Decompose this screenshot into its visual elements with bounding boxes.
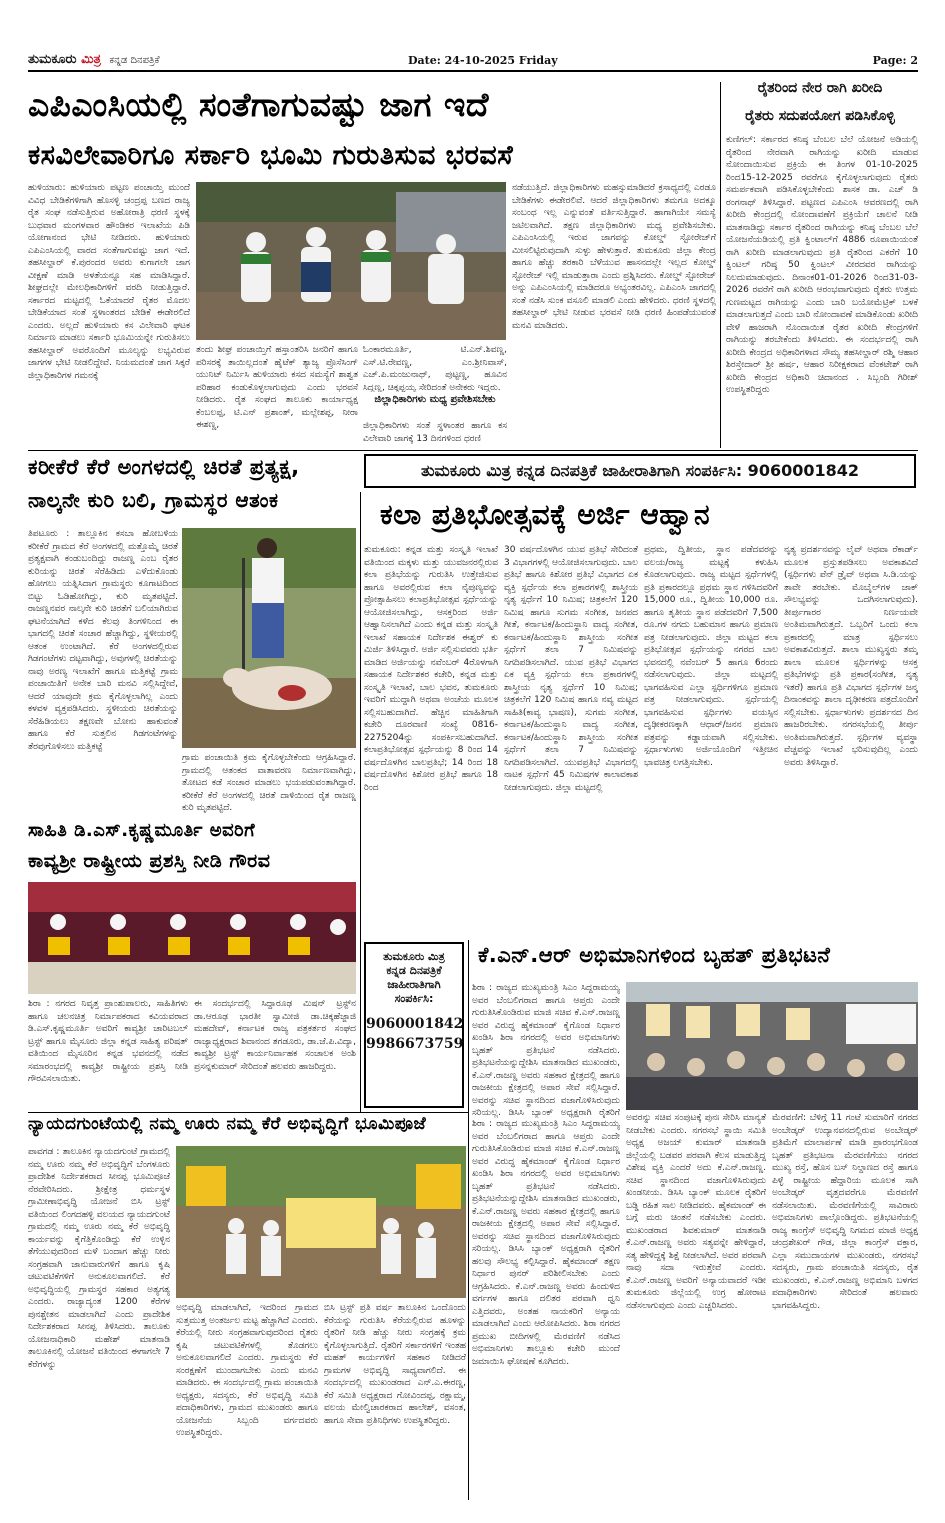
ragi-headline-1: ರೈತರಿಂದ ನೇರ ರಾಗಿ ಖರೀದಿ [757,80,883,96]
lake-headline: ನ್ಯಾಯದಗುಂಟೆಯಲ್ಲಿ ನಮ್ಮ ಊರು ನಮ್ಮ ಕೆರೆ ಅಭಿವೃದ್ಧಿಗೆ ಭೂಮಿಪೂಜೆ [28,1114,427,1134]
ksr-story-col4: ಮೆರವಣಿಗೆ: ಬೆಳಿಗ್ಗೆ 11 ಗಂಟೆ ಸುಮಾರಿಗೆ ನಗರದ ಅಂಬೇಡ್ಕರ್ ಉದ್ಯಾನವನದಲ್ಲಿರುವ ಅಂಬೇಡ್ಕರ್ ಪ್ರತಿಮೆಗೆ ಮಾಲಾರ್ಪಣೆ ಮಾಡಿ ಪ್ರಾರಂಭಗೊಂಡ ಬೃಹತ್ ಪ್ರತಿಭಟನಾ ಮೆರವಣಿಗೆಯು ನಗರದ ಮುಖ್ಯ ರಸ್ತೆ, ಹೊಸ ಬಸ್ ನಿಲ್ದಾಣದ ರಸ್ತೆ ಹಾಗೂ ಪಿಳ್ಳೆ ರಾಷ್ಟ್ರೀಯ ಹೆದ್ದಾರಿಯ ಮೂಲಕ ಸಾಗಿ ಅಂಬೇಡ್ಕರ್ ವೃತ್ತದವರೆಗೂ ಮೆರವಣಿಗೆ ನಡೆಸಲಾಯಿತು. ಮೆರವಣಿಗೆಯಲ್ಲಿ ಸಾವಿರಾರು ಅಭಿಮಾನಿಗಳು ಪಾಲ್ಗೊಂಡಿದ್ದರು. ಪ್ರತಿಭಟನೆಯಲ್ಲಿ ರಾಜ್ಯ ಕಾಂಗ್ರೆಸ್ ಅಭಿವೃದ್ಧಿ ನಿಗಮದ ಮಾಜಿ ಅಧ್ಯಕ್ಷ ಚಂದ್ರಶೇಖರ್ ಗೌಡ, ಜಿಲ್ಲಾ ಕಾಂಗ್ರೆಸ್ ವಕ್ತಾರ, ಎಲ್ಲಾ ಸಮುದಾಯಗಳ ಮುಖಂಡರು, ನಗರಸಭೆ ಸದಸ್ಯರು, ಗ್ರಾಮ ಪಂಚಾಯಿತಿ ಸದಸ್ಯರು, ರೈತ ಮುಖಂಡರು, ಕೆ.ಎನ್.ರಾಜಣ್ಣ ಅಭಿಮಾನಿ ಬಳಗದ ಪದಾಧಿಕಾರಿಗಳು ಸೇರಿದಂತೆ ಹಲವಾರು ಭಾಗವಹಿಸಿದ್ದರು. [772,1113,918,1311]
ad-strip: ತುಮಕೂರು ಮಿತ್ರ ಕನ್ನಡ ದಿನಪತ್ರಿಕೆ ಜಾಹೀರಾತಿಗಾಗಿ ಸಂಪರ್ಕಿಸಿ: 9060001842 [364,454,916,488]
brand-part3: ಕನ್ನಡ ದಿನಪತ್ರಿಕೆ [109,55,160,66]
lake-photo [176,1146,466,1298]
lead-photo-image [196,182,506,340]
ad-line2: ಕನ್ನಡ ದಿನಪತ್ರಿಕೆ [386,964,442,977]
arts-story-col3: ಪ್ರಥಮ, ದ್ವಿತೀಯ, ಸ್ಥಾನ ಪಡೆದವರನ್ನು ವಲಯ/ರಾಜ್ಯ ಮಟ್ಟಕ್ಕೆ ಕಳುಹಿಸಿ ಕೊಡಲಾಗುವುದು. ರಾಜ್ಯ ಮಟ್ಟದ ಸ್ಪರ್ಧೆಗಳಲ್ಲಿ ಪ್ರತಿ ಪ್ರಕಾರದಲ್ಲೂ ಪ್ರಥಮ ಸ್ಥಾನ ಗಳಿಸಿದವರಿಗೆ 15,000 ರೂ., ದ್ವಿತೀಯ 10,000 ರೂ. ಹಾಗೂ ತೃತೀಯ ಸ್ಥಾನ ಪಡೆದವರಿಗೆ 7,500 ರೂ.ಗಳ ನಗದು ಬಹುಮಾನ ಹಾಗೂ ಪ್ರಮಾಣ ಪತ್ರ ನೀಡಲಾಗುವುದು. ಜಿಲ್ಲಾ ಮಟ್ಟದ ಕಲಾ ಪ್ರತಿಭೋತ್ಸವ ಸ್ಪರ್ಧೆಯನ್ನು ನಗರದ ಬಾಲ ಭವನದಲ್ಲಿ ನವೆಂಬರ್ 5 ಹಾಗೂ 6ರಂದು ನಡೆಸಲಾಗುವುದು. ಜಿಲ್ಲಾ ಮಟ್ಟದಲ್ಲಿ ಭಾಗವಹಿಸುವ ಎಲ್ಲಾ ಸ್ಪರ್ಧಿಗಳಿಗೂ ಪ್ರಮಾಣ ಪತ್ರ ನೀಡಲಾಗುವುದು. ಸ್ಪರ್ಧೆಯಲ್ಲಿ ಭಾಗವಹಿಸುವ ಸ್ಪರ್ಧಿಗಳು ವಯಸ್ಸಿನ ದೃಢೀಕರಣಕ್ಕಾಗಿ ಆಧಾರ್/ಜನನ ಪ್ರಮಾಣ ಪತ್ರವನ್ನು ಕಡ್ಡಾಯವಾಗಿ ಸಲ್ಲಿಸಬೇಕು. ಸ್ಪರ್ಧಾಳುಗಳು ಅರ್ಜಿಯೊಂದಿಗೆ ಇತ್ತೀಚಿನ ಭಾವಚಿತ್ರ ಲಗತ್ತಿಸಬೇಕು. [644,545,778,768]
award-story-col2: ಈ ಸಂದರ್ಭದಲ್ಲಿ ಸಿದ್ದಾರೂಢ ಮಿಷನ್ ಟ್ರಸ್ಟ್‌ನ ಡಾ.ಆರೂಢ ಭಾರತೀ ಸ್ವಾಮೀಜಿ ಡಾ.ಚಿಕ್ಕಹೆಜ್ಜಾಜಿ ಮಹದೇವ್, ಕರ್ನಾಟಕ ರಾಜ್ಯ ಪತ್ರಕರ್ತರ ಸಂಘದ ರಾಜ್ಯಾಧ್ಯಕ್ಷರಾದ ಶಿವಾನಂದ ತಗಡೂರು, ಡಾ.ಜೆ.ಪಿ.ವಿದ್ಯಾ, ಕಾವ್ಯಶ್ರೀ ಟ್ರಸ್ಟ್ ಕಾರ್ಯನಿರ್ವಾಹಕ ಸಂಚಾಲಕ ಅಂಶಿ ಪ್ರಸನ್ನಕುಮಾರ್ ಸೇರಿದಂತೆ ಹಲವರು ಹಾಜರಿದ್ದರು. [194,999,356,1072]
issue-date: Date: 24-10-2025 Friday [408,54,558,67]
section-divider [28,1112,468,1113]
ragi-story-body: ಕುಣಿಗಲ್: ಸರ್ಕಾರದ ಕನಿಷ್ಠ ಬೆಂಬಲ ಬೆಲೆ ಯೋಜನೆ ಅಡಿಯಲ್ಲಿ ರೈತರಿಂದ ನೇರವಾಗಿ ರಾಗಿಯನ್ನು ಖರೀದಿ ಮಾಡುವ ನೋಂದಾಯಿಸುವ ಪ್ರಕ್ರಿಯೆ ಈ ತಿಂಗಳ 01-10-2025 ರಿಂದ15-12-2025 ರವರೆಗೂ ಕೈಗೊಳ್ಳಲಾಗುವುದು ರೈತರು ಸಮರ್ಪಕವಾಗಿ ಪಡಿಸಿಕೊಳ್ಳಬೇಕೆಂದು ಶಾಸಕ ಡಾ. ಎಚ್ ಡಿ ರಂಗನಾಥ್ ತಿಳಿಸಿದ್ದಾರೆ. ಪಟ್ಟಣದ ಎಪಿಎಂಸಿ ಆವರಣದಲ್ಲಿ ರಾಗಿ ಖರೀದಿ ಕೇಂದ್ರದಲ್ಲಿ ನೋಂದಾವಣೆಗೆ ಪ್ರಕ್ರಿಯೆಗೆ ಚಾಲನೆ ನೀಡಿ ಮಾತನಾಡಿದ್ದು ಸರ್ಕಾರ ರೈತರಿಂದ ರಾಗಿಯನ್ನು ಕನಿಷ್ಠ ಬೆಂಬಲ ಬೆಲೆ ಯೋಜನೆಯಡಿಯಲ್ಲಿ ಪ್ರತಿ ಕ್ವಿಂಟಾಲ್‌ಗೆ 4886 ರೂಪಾಯಿಯಂತೆ ರಾಗಿ ಖರೀದಿ ಮಾಡಲಾಗುವುದು ಪ್ರತಿ ರೈತರಿಂದ ಎಕರೆಗೆ 10 ಕ್ವಿಂಟಲ್ ಗರಿಷ್ಠ 50 ಕ್ವಿಂಟಲ್ ವೀರದವರ ರಾಗಿಯನ್ನು ನಿಲದುಮಾಡುವುದು. ದಿನಾಂಕ01-01-2026 ರಿಂದ31-03-2026 ರವರೆಗೆ ರಾಗಿ ಖರೀದಿ ಆರಂಭವಾಗುವುದು ರೈತರು ಉತ್ತಮ ಗುಣಮಟ್ಟದ ರಾಗಿಯನ್ನು ಎಂದು ಬಾರಿ ಬಯೋಮೆಟ್ರಿಕ್ ಬಳಕೆ ಮಾಡಲಾಗುತ್ತದೆ ಎಂದು ಬಾರಿ ನೋಂದಾವಣೆ ಮಾಡಿಕೊಂಡು ಖರೀದಿ ವೇಳೆ ಹಾಜರಾಗಿ ನೊಂದಾಯಿತ ರೈತರ ಖರೀದಿ ಕೇಂದ್ರಗಳಿಗೆ ರಾಗಿಯನ್ನು ತರಬೇಕೆಂದು ತಿಳಿಸಿದರು. ಈ ಸಂದರ್ಭದಲ್ಲಿ ರಾಗಿ ಖರೀದಿ ಕೇಂದ್ರದ ಅಧಿಕಾರಿಗಳಾದ ಸೌಮ್ಯ ತಹಸೀಲ್ದಾರ್ ರಶ್ಮಿ ಆಹಾರ ಶಿರಸ್ತೇದಾರ್ ಶ್ರೀ ಹರ್ಷ, ಆಹಾರ ನಿರೀಕ್ಷಕರಾದ ವೆಂಕಟೇಶ್ ರಾಗಿ ಖರೀದಿ ಕೇಂದ್ರದ ಅಧಿಕಾರಿ ಚಿದಾನಂದ . ಸಿಬ್ಬಂದಿ ಗಿರೀಶ್ ಉಪಸ್ಥಿತರಿದ್ದರು [726,135,918,395]
column-divider [468,940,469,1500]
brand-part2: ಮಿತ್ರ [81,52,101,67]
lake-photo-image [176,1146,466,1298]
lead-subhead: ಜಿಲ್ಲಾಧಿಕಾರಿಗಳು ಮಧ್ಯ ಪ್ರವೇಶಿಸಬೇಕು [374,394,496,405]
ad-line1: ತುಮಕೂರು ಮಿತ್ರ [383,950,445,963]
ad-box [364,942,464,1108]
arts-headline: ಕಲಾ ಪ್ರತಿಭೋತ್ಸವಕ್ಕೆ ಅರ್ಜಿ ಆಹ್ವಾನ [380,498,711,531]
brand-logo [28,52,160,67]
brand-part1: ತುಮಕೂರು [28,52,77,67]
section-divider [28,450,918,451]
lead-headline-2: ಕಸವಿಲೇವಾರಿಗೂ ಸರ್ಕಾರಿ ಭೂಮಿ ಗುರುತಿಸುವ ಭರವಸೆ [28,140,514,171]
arts-story-col4: ನೃತ್ಯ ಪ್ರದರ್ಶನವನ್ನು ಲೈವ್ ಅಥವಾ ರೆಕಾರ್ಡ್ ಮೂಲಕ ಪ್ರಸ್ತುತಪಡಿಸಲು ಅವಕಾಶವಿದೆ (ಸ್ಪರ್ಧಿಗಳು ಪೆನ್ ಡ್ರೈವ್ ಅಥವಾ ಸಿ.ಡಿ.ಯನ್ನು ತಾವೇ ತರಬೇಕು. ಮೊಬೈಲ್‌ಗಳ ಜಾಕ್ ಸೌಲಭ್ಯವನ್ನು ಒದಗಿಸಲಾಗುವುದು). ತೀರ್ಪುಗಾರರ ನಿರ್ಣಯವೇ ಅಂತಿಮವಾಗಿರುತ್ತದೆ. ಒಬ್ಬರಿಗೆ ಒಂದು ಕಲಾ ಪ್ರಕಾರದಲ್ಲಿ ಮಾತ್ರ ಸ್ಪರ್ಧಿಸಲು ಅವಕಾಶವಿರುತ್ತದೆ. ಶಾಲಾ ಮುಖ್ಯಸ್ಥರು ತಮ್ಮ ಶಾಲಾ ಮೂಲಕ ಸ್ಪರ್ಧಿಗಳನ್ನು ಆಸಕ್ತ ಪ್ರತಿಭೆಗಳನ್ನು ಪ್ರತಿ ಪ್ರಕಾರ(ಸಂಗೀತ, ನೃತ್ಯ ಇತರೆ) ಹಾಗೂ ಪ್ರತಿ ವಿಭಾಗದ ಸ್ಪರ್ಧೆಗಳ ಜನ್ಮ ದಿನಾಂಕವನ್ನು ಶಾಲಾ ದೃಢೀಕರಣ ಪತ್ರದೊಂದಿಗೆ ಸಲ್ಲಿಸಬೇಕು. ಸ್ಪರ್ಧಾಳುಗಳು ಪ್ರದರ್ಶನದ ದಿನ ಹಾಜರಿರಬೇಕು. ನಗರಸಭೆಯಲ್ಲಿ ತೀರ್ಪು ಅಂತಿಮವಾಗಿರುತ್ತದೆ. ಸ್ಪರ್ಧಿಗಳ ವ್ಯವಸ್ಥಾ ವೆಚ್ಚವನ್ನು ಇಲಾಖೆ ಭರಿಸುವುದಿಲ್ಲ ಎಂದು ಅವರು ತಿಳಿಸಿದ್ದಾರೆ. [784,545,918,768]
ksr-story-col3: ಅವರನ್ನು ಸಚಿವ ಸಂಪುಟಕ್ಕೆ ಪುನಃ ಸೇರಿಸಿ ಮಾನ್ಯತೆ ನೀಡಬೇಕು ಎಂದರು. ನಗರಸಭೆ ಸ್ಥಾಯಿ ಸಮಿತಿ ಅಧ್ಯಕ್ಷ ಅಜಯ್ ಕುಮಾರ್ ಮಾತನಾಡಿ ಜಿಲ್ಲೆಯಲ್ಲಿ ಬಡವರ ಪರವಾಗಿ ಕೆಲಸ ಮಾಡುತ್ತಿದ್ದ ವಿಶೇಷ ವ್ಯಕ್ತಿ ಎಂದರೆ ಅದು ಕೆ.ಎನ್.ರಾಜಣ್ಣ. ಸಚಿವ ಸ್ಥಾನದಿಂದ ವಜಾಗೊಳಿಸಿರುವುದು ಖಂಡನೀಯ. ಡಿಸಿಸಿ ಬ್ಯಾಂಕ್ ಮೂಲಕ ರೈತರಿಗೆ ಬಡ್ಡಿ ರಹಿತ ಸಾಲ ನೀಡಿದವರು. ಹೈಕಮಾಂಡ್ ಈ ಬಗ್ಗೆ ಮರು ಚಿಂತನೆ ನಡೆಸಬೇಕು ಎಂದರು. ಮುಖಂಡರಾದ ಶಿವಕುಮಾರ್ ಮಾತನಾಡಿ ಕೆ.ಎನ್.ರಾಜಣ್ಣ ಅವರು ಸತ್ಯವನ್ನೇ ಹೇಳಿದ್ದಾರೆ, ಸತ್ಯ ಹೇಳಿದ್ದಕ್ಕೆ ಶಿಕ್ಷೆ ನೀಡಲಾಗಿದೆ. ಅವರ ಪರವಾಗಿ ನಾವು ಸದಾ ಇರುತ್ತೇವೆ ಎಂದರು. ಕೆ.ಎನ್.ರಾಜಣ್ಣ ಅವರಿಗೆ ಅನ್ಯಾಯವಾದರೆ ಇಡೀ ತುಮಕೂರು ಜಿಲ್ಲೆಯಲ್ಲಿ ಉಗ್ರ ಹೋರಾಟ ನಡೆಸಲಾಗುವುದು ಎಂದು ಎಚ್ಚರಿಸಿದರು. [626,1113,766,1311]
column-divider [720,82,721,448]
leopard-headline-1: ಕರೀಕೆರೆ ಕೆರೆ ಅಂಗಳದಲ್ಲಿ ಚಿರತೆ ಪ್ರತ್ಯಕ್ಷ, [28,455,300,479]
lake-story-col2: ಅಭಿವೃದ್ಧಿ ಮಾಡಲಾಗಿದೆ, ಇದರಿಂದ ಗ್ರಾಮದ ಸುತ್ತಮುತ್ತ ಅಂತರ್ಜಲ ಮಟ್ಟ ಹೆಚ್ಚಾಗಿದೆ ಎಂದರು. ಕೆರೆಯಲ್ಲಿ ನೀರು ಸಂಗ್ರಹವಾಗುವುದರಿಂದ ರೈತರು ಕೃಷಿ ಚಟುವಟಿಕೆಗಳಲ್ಲಿ ತೊಡಗಲು ಅನುಕೂಲವಾಗಲಿದೆ ಎಂದರು. ಗ್ರಾಮಸ್ಥರು ಕೆರೆ ಸಂರಕ್ಷಣೆಗೆ ಮುಂದಾಗಬೇಕು ಎಂದು ಮನವಿ ಮಾಡಿದರು. ಈ ಸಂದರ್ಭದಲ್ಲಿ ಗ್ರಾಮ ಪಂಚಾಯಿತಿ ಅಧ್ಯಕ್ಷರು, ಸದಸ್ಯರು, ಕೆರೆ ಅಭಿವೃದ್ಧಿ ಸಮಿತಿ ಪದಾಧಿಕಾರಿಗಳು, ಗ್ರಾಮದ ಮುಖಂಡರು ಹಾಗೂ ಯೋಜನೆಯ ಸಿಬ್ಬಂದಿ ವರ್ಗದವರು ಉಪಸ್ಥಿತರಿದ್ದರು. [176,1303,318,1438]
ad-line4: ಸಂಪರ್ಕಿಸಿ: [394,992,434,1005]
leopard-story-col1: ತಿಪಟೂರು : ತಾಲ್ಲೂಕಿನ ಕಸಬಾ ಹೋಬಳಿಯ ಕರೀಕೆರೆ ಗ್ರಾಮದ ಕೆರೆ ಅಂಗಳದಲ್ಲಿ ಮತ್ತೊಮ್ಮೆ ಚಿರತೆ ಪ್ರತ್ಯಕ್ಷವಾಗಿ ಕಂಡುಬಂದಿದ್ದು ರಾಜಣ್ಣ ಎಂಬ ರೈತರ ಕುರಿಯನ್ನು ಚಿರತೆ ಸೆರೆಹಿಡಿದು ಎಳೆದುಕೊಂಡು ಹೋಗಲು ಯತ್ನಿಸಿದಾಗ ಗ್ರಾಮಸ್ಥರು ಕೂಗಾಟದಿಂದ ಬಿಟ್ಟು ಓಡಿಹೋಗಿದ್ದು, ಕುರಿ ಮೃತಪಟ್ಟಿದೆ. ರಾಜಣ್ಣನವರ ನಾಲ್ಕನೇ ಕುರಿ ಚಿರತೆಗೆ ಬಲಿಯಾಗಿರುವ ಘಟನೆಯಾಗಿದೆ ಕಳೆದ ಕೆಲವು ತಿಂಗಳಿನಿಂದ ಈ ಭಾಗದಲ್ಲಿ ಚಿರತೆ ಸಂಚಾರ ಹೆಚ್ಚಾಗಿದ್ದು, ಸ್ಥಳೀಯರಲ್ಲಿ ಆತಂಕ ಉಂಟಾಗಿದೆ. ಕೆರೆ ಅಂಗಳದಲ್ಲಿರುವ ಗಿಡಗಂಟೆಗಳು ದಟ್ಟವಾಗಿದ್ದು, ಅವುಗಳಲ್ಲಿ ಚಿರತೆಯನ್ನು ನಾವು ಅರಣ್ಯ ಇಲಾಖೆಗೆ ಹಾಗೂ ಮತ್ತಿಕಟ್ಟೆ ಗ್ರಾಮ ಪಂಚಾಯಿತಿಗೆ ಅನೇಕ ಬಾರಿ ಮನವಿ ಸಲ್ಲಿಸಿದ್ದೇವೆ, ಆದರೆ ಯಾವುದೇ ಕ್ರಮ ಕೈಗೊಳ್ಳಲಾಗಿಲ್ಲ ಎಂದು ಕಳವಳ ವ್ಯಕ್ತಪಡಿಸಿದರು. ಸ್ಥಳೀಯರು ಚಿರತೆಯನ್ನು ಸೆರೆಹಿಡಿಯಲು ತಕ್ಷಣವೇ ಬೋನು ಹಾಕುವಂತೆ ಹಾಗೂ ಕೆರೆ ಸುತ್ತಲಿನ ಗಿಡಗಂಟೆಗಳನ್ನು ತೆರವುಗೊಳಿಸಲು ಮತ್ತಿಕಟ್ಟೆ [28,529,178,752]
ksr-photo [626,982,918,1110]
lead-headline-1: ಎಪಿಎಂಸಿಯಲ್ಲಿ ಸಂತೆಗಾಗುವಷ್ಟು ಜಾಗ ಇದೆ [28,85,489,124]
ksr-headline: ಕೆ.ಎನ್.ಆರ್ ಅಭಿಮಾನಿಗಳಿಂದ ಬೃಹತ್ ಪ್ರತಿಭಟನೆ [478,943,831,967]
award-headline-2: ಕಾವ್ಯಶ್ರೀ ರಾಷ್ಟ್ರೀಯ ಪ್ರಶಸ್ತಿ ನೀಡಿ ಗೌರವ [28,850,271,872]
arts-story-col1: ತುಮಕೂರು: ಕನ್ನಡ ಮತ್ತು ಸಂಸ್ಕೃತಿ ಇಲಾಖೆ ವತಿಯಿಂದ ಮಕ್ಕಳು ಮತ್ತು ಯುವಜನರಲ್ಲಿರುವ ಕಲಾ ಪ್ರತಿಭೆಯನ್ನು ಗುರುತಿಸಿ ಉತ್ತೇಜಿಸುವ ಹಾಗೂ ಅವರಲ್ಲಿರುವ ಕಲಾ ನೈಪುಣ್ಯವನ್ನು ಪ್ರೋತ್ಸಾಹಿಸಲು ಕಲಾಪ್ರತಿಭೋತ್ಸವ ಸ್ಪರ್ಧೆಯನ್ನು ಆಯೋಜಿಸಲಾಗಿದ್ದು, ಆಸಕ್ತರಿಂದ ಅರ್ಜಿ ಆಹ್ವಾನಿಸಲಾಗಿದೆ ಎಂದು ಕನ್ನಡ ಮತ್ತು ಸಂಸ್ಕೃತಿ ಇಲಾಖೆ ಸಹಾಯಕ ನಿರ್ದೇಶಕ ಈಶ್ವರ್ ಕು ಮಿರ್ಜಿ ತಿಳಿಸಿದ್ದಾರೆ. ಅರ್ಜಿ ಸಲ್ಲಿಸುವವರು ಭರ್ತಿ ಮಾಡಿದ ಅರ್ಜಿಯನ್ನು ನವೆಂಬರ್ 4ರೊಳಗಾಗಿ ಸಹಾಯಕ ನಿರ್ದೇಶಕರ ಕಚೇರಿ, ಕನ್ನಡ ಮತ್ತು ಸಂಸ್ಕೃತಿ ಇಲಾಖೆ, ಬಾಲ ಭವನ, ತುಮಕೂರು ಇವರಿಗೆ ಮುದ್ದಾಗಿ ಅಥವಾ ಅಂಚೆಯ ಮೂಲಕ ಸಲ್ಲಿಸಬಹುದಾಗಿದೆ. ಹೆಚ್ಚಿನ ಮಾಹಿತಿಗಾಗಿ ಕಚೇರಿ ದೂರವಾಣಿ ಸಂಖ್ಯೆ 0816-2275204ನ್ನು ಸಂಪರ್ಕಿಸಬಹುದಾಗಿದೆ. ಕಲಾಪ್ರತಿಭೋತ್ಸವ ಸ್ಪರ್ಧೆಯನ್ನು 8 ರಿಂದ 14 ವರ್ಷದೊಳಗಿನ ಬಾಲಪ್ರತಿಭೆ; 14 ರಿಂದ 18 ವರ್ಷದೊಳಗಿನ ಕಿಶೋರ ಪ್ರತಿಭೆ ಹಾಗೂ 18 ರಿಂದ [364,545,498,793]
lead-story-caption-col1: ತಂದು ಶೀಘ್ರ ಪಂಚಾಯ್ತಿಗೆ ಹಸ್ತಾಂತರಿಸಿ ಜನರಿಗೆ ಹಾಗೂ ಪರಿಸರಕ್ಕೆ ತಾಯಿಲ್ಲದಂತೆ ಹೈಟೆಕ್ ತ್ಯಾಜ್ಯ ಪ್ರೊಸೆಸಿಂಗ್ ಯುನಿಟ್ ನಿರ್ಮಿಸಿ ಹುಳಿಯಾರು ಕಸದ ಸಮಸ್ಯೆಗೆ ಶಾಶ್ವತ ಪರಿಹಾರ ಕಂಡುಕೊಳ್ಳಲಾಗುವುದು ಎಂದು ಭರವಸೆ ನೀಡಿದರು. ರೈತ ಸಂಘದ ತಾಲೂಕು ಕಾರ್ಯಾಧ್ಯಕ್ಷ ಕೆಂಬಲಪ್ಪ, ಟಿ.ಎನ್ ಪ್ರಶಾಂತ್, ಮಲ್ಲೇಶಪ್ಪ, ನೀರಾ ಈಶಣ್ಣ, [196,345,358,430]
lake-story-col3: ಬಿಸಿ ಟ್ರಸ್ಟ್ ಪ್ರತಿ ವರ್ಷ ತಾಲೂಕಿನ ಒಂದೊಂದು ಕೆರೆಯನ್ನು ಗುರುತಿಸಿ ಕೆರೆಯಲ್ಲಿರುವ ಹೂಳನ್ನು ರೈತರಿಗೆ ನೀಡಿ ಹೆಚ್ಚು ನೀರು ಸಂಗ್ರಹಕ್ಕೆ ಕ್ರಮ ಕೈಗೊಳ್ಳಲಾಗುತ್ತಿದೆ. ರೈತರಿಗೆ ಸರ್ಕಾರಗಳಿಗೆ ಇಂತಹ ಮಹತ್ ಕಾರ್ಯಗಳಿಗೆ ಸಹಕಾರ ನೀಡಿದರೆ ಗ್ರಾಮಗಳ ಅಭಿವೃದ್ಧಿ ಸಾಧ್ಯವಾಗಲಿದೆ. ಈ ಸಂದರ್ಭದಲ್ಲಿ ಮುಖಂಡರಾದ ಎನ್.ಎ.ಈರಣ್ಣ, ಕೆರೆ ಸಮಿತಿ ಅಧ್ಯಕ್ಷರಾದ ಗೋವಿಂದಪ್ಪ, ರಕ್ಷಾಮ್ಮ, ವಲಯ ಮೇಲ್ವಿಚಾರಕರಾದ ಹಾಲೇಶ್, ವಸಂತ, ಹಾಗೂ ಸೇವಾ ಪ್ರತಿನಿಧಿಗಳು ಉಪಸ್ಥಿತರಿದ್ದರು. [324,1303,466,1426]
ad-phone2: 9986673759 [366,1036,464,1052]
column-divider [360,492,361,1112]
lead-story-col3: ಜಿಲ್ಲಾಧಿಕಾರಿಗಳು ಸಂತೆ ಸ್ಥಳಾಂತರ ಹಾಗೂ ಕಸ ವಿಲೇವಾರಿ ಜಾಗಕ್ಕೆ 13 ದಿನಗಳಿಂದ ಧರಣಿ [363,421,507,444]
leopard-photo-image [182,528,356,748]
award-story-col1: ಶಿರಾ : ನಗರದ ನಿವೃತ್ತ ಪ್ರಾಂಶುಪಾಲರು, ಸಾಹಿತಿಗಳು ಹಾಗೂ ಚಲನಚಿತ್ರ ನಿರ್ಮಾಪಕರಾದ ಕವಿಯವರಾದ ಡಿ.ಎಸ್.ಕೃಷ್ಣಮೂರ್ತಿ ಅವರಿಗೆ ಕಾವ್ಯಶ್ರೀ ಚಾರಿಟಬಲ್ ಟ್ರಸ್ಟ್ ಹಾಗೂ ಮೈಸೂರು ಜಿಲ್ಲಾ ಕನ್ನಡ ಸಾಹಿತ್ಯ ಪರಿಷತ್ ವತಿಯಿಂದ ಮೈಸೂರಿನ ಕನ್ನಡ ಭವನದಲ್ಲಿ ನಡೆದ ಸಮಾರಂಭದಲ್ಲಿ ಕಾವ್ಯಶ್ರೀ ರಾಷ್ಟ್ರೀಯ ಪ್ರಶಸ್ತಿ ನೀಡಿ ಗೌರವಿಸಲಾಯಿತು. [28,999,188,1084]
leopard-photo [182,528,356,748]
leopard-headline-2: ನಾಲ್ಕನೇ ಕುರಿ ಬಲಿ, ಗ್ರಾಮಸ್ಥರ ಆತಂಕ [28,488,279,512]
lead-photo [196,182,506,340]
ksr-photo-image [626,982,918,1110]
ksr-story-col2: ಶಿರಾ : ರಾಜ್ಯದ ಮುಖ್ಯಮಂತ್ರಿ ಸಿಎಂ ಸಿದ್ದರಾಮಯ್ಯ ಅವರ ಬೆಂಬಲಿಗರಾದ ಹಾಗೂ ಆಪ್ತರು ಎಂದೇ ಗುರುತಿಸಿಕೊಂಡಿರುವ ಮಾಜಿ ಸಚಿವ ಕೆ.ಎನ್.ರಾಜಣ್ಣ ಅವರ ವಿರುದ್ಧ ಹೈಕಮಾಂಡ್ ಕೈಗೊಂಡ ನಿರ್ಧಾರ ಖಂಡಿಸಿ ಶಿರಾ ನಗರದಲ್ಲಿ ಅವರ ಅಭಿಮಾನಿಗಳು ಬೃಹತ್ ಪ್ರತಿಭಟನೆ ನಡೆಸಿದರು. ಪ್ರತಿಭಟನೆಯನ್ನುದ್ದೇಶಿಸಿ ಮಾತನಾಡಿದ ಮುಖಂಡರು, ಕೆ.ಎನ್.ರಾಜಣ್ಣ ಅವರು ಸಹಕಾರ ಕ್ಷೇತ್ರದಲ್ಲಿ ಹಾಗೂ ರಾಜಕೀಯ ಕ್ಷೇತ್ರದಲ್ಲಿ ಅಪಾರ ಸೇವೆ ಸಲ್ಲಿಸಿದ್ದಾರೆ. ಅವರನ್ನು ಸಚಿವ ಸ್ಥಾನದಿಂದ ವಜಾಗೊಳಿಸಿರುವುದು ಸರಿಯಲ್ಲ. ಡಿಸಿಸಿ ಬ್ಯಾಂಕ್ ಅಧ್ಯಕ್ಷರಾಗಿ ರೈತರಿಗೆ ಹಲವು ಸೌಲಭ್ಯ ಕಲ್ಪಿಸಿದ್ದಾರೆ. ಹೈಕಮಾಂಡ್ ತಕ್ಷಣ ನಿರ್ಧಾರ ಪುನರ್ ಪರಿಶೀಲಿಸಬೇಕು ಎಂದು ಆಗ್ರಹಿಸಿದರು. ಕೆ.ಎನ್.ರಾಜಣ್ಣ ಅವರು ಹಿಂದುಳಿದ ವರ್ಗಗಳ ಹಾಗೂ ದಲಿತರ ಪರವಾಗಿ ಧ್ವನಿ ಎತ್ತಿದವರು, ಅಂತಹ ನಾಯಕರಿಗೆ ಅನ್ಯಾಯ ಮಾಡಲಾಗಿದೆ ಎಂದು ಆರೋಪಿಸಿದರು. ಶಿರಾ ನಗರದ ಪ್ರಮುಖ ಬೀದಿಗಳಲ್ಲಿ ಮೆರವಣಿಗೆ ನಡೆಸಿದ ಅಭಿಮಾನಿಗಳು ತಾಲ್ಲೂಕು ಕಚೇರಿ ಮುಂದೆ ಜಮಾಯಿಸಿ ಘೋಷಣೆ ಕೂಗಿದರು. [472,1119,620,1367]
page-number: Page: 2 [872,54,918,67]
award-photo-image [28,882,356,994]
lead-story-col1: ಹುಳಿಯಾರು: ಹುಳಿಯಾರು ಪಟ್ಟಣ ಪಂಚಾಯ್ತಿ ಮುಂದೆ ವಿವಿಧ ಬೇಡಿಕೆಗಳಿಗಾಗಿ ಹೊಸಳ್ಳಿ ಚಂದ್ರಪ್ಪ ಬಣದ ರಾಜ್ಯ ರೈತ ಸಂಘ ನಡೆಸುತ್ತಿರುವ ಅಹೋರಾತ್ರಿ ಧರಣಿ ಸ್ಥಳಕ್ಕೆ ಬುಧವಾರ ಮಂಗಳವಾರ ಹೌಂಡಿಕರ ಇಲಾಖೆಯ ಪಿಡಿ ಯೋಗಾನಂದ ಭೇಟಿ ನೀಡಿದರು. ಹುಳಿಯಾರು ಎಪಿಎಂಸಿಯಲ್ಲಿ ವಾರದ ಸಂತೆಗಾಗುವಷ್ಟು ಜಾಗ ಇದೆ. ತಹಸೀಲ್ದಾರ್ ಕೆ.ಪುರಂದರ ಅವರು ಕುಗಾಗಲೇ ಜಾಗ ವೀಕ್ಷಣೆ ಮಾಡಿ ಅಳತೆಯನ್ನೂ ಸಹ ಮಾಡಿಸಿದ್ದಾರೆ. ಶೀಘ್ರದಲ್ಲೇ ಮೇಲಧಿಕಾರಿಗಳಿಗೆ ವರದಿ ನೀಡುತ್ತಿದ್ದಾರೆ. ಸರ್ಕಾರದ ಮಟ್ಟದಲ್ಲಿ ಓಕೆಯಾದರೆ ರೈತರ ಮೊದಲ ಬೇಡಿಕೆಯಾದ ಸಂತೆ ಸ್ಥಳಾಂತರದ ಬೇಡಿಕೆ ಈಡೇರಲಿದೆ ಎಂದರು. ಅಲ್ಲದೆ ಹುಳಿಯಾರು ಕಸ ವಿಲೇವಾರಿ ಘಟಕ ನಿರ್ಮಾಣ ಮಾಡಲು ಸರ್ಕಾರಿ ಭೂಮಿಯನ್ನೇ ಗುರುತಿಸಲು ತಹಸೀಲ್ದಾರ್ ಅವರೊಂದಿಗೆ ಮೂಲ್ಯನ್ನು ಲಭ್ಯವಿರುವ ಜಾಗಗಳ ಭೇಟಿ ನೀಡಲಿದ್ದೇವೆ. ನಿಯಮದಂತೆ ಜಾಗ ಸಿಕ್ಕರೆ ಜಿಲ್ಲಾಧಿಕಾರಿಗಳ ಗಮನಕ್ಕೆ [28,183,190,381]
award-photo [28,882,356,994]
lead-story-caption-col2: ಓಂಕಾರಮೂರ್ತಿ, ಟಿ.ಎನ್.ಶಿವಣ್ಣ, ಎಸ್.ಟಿ.ರೇವಣ್ಣ, ಎಂ.ಶ್ರೀನಿವಾಸ್, ಎಚ್.ಪಿ.ಮಂಜುನಾಥ್, ಪುಟ್ಟಣ್ಣ, ಹೂವಿನ ಸಿದ್ದಣ್ಣ, ಚಿಕ್ಕಪ್ಪಯ್ಯ ಸೇರಿದಂತೆ ಅನೇಕರು ಇದ್ದರು. [363,345,507,392]
ad-phone1: 9060001842 [366,1016,464,1032]
lake-story-col1: ಪಾವಗಡ : ತಾಲೂಕಿನ ನ್ಯಾಯದಗುಂಟೆ ಗ್ರಾಮದಲ್ಲಿ ನಮ್ಮ ಊರು ನಮ್ಮ ಕೆರೆ ಅಭಿವೃದ್ಧಿಗೆ ಬೆಂಗಳೂರು ಪ್ರಾದೇಶಿಕ ನಿರ್ದೇಶಕರಾದ ಸೀನಪ್ಪ ಭೂಮಿಪೂಜೆ ನೆರವೇರಿಸಿದರು. ಶ್ರೀಕ್ಷೇತ್ರ ಧರ್ಮಸ್ಥಳ ಗ್ರಾಮೀಣಾಭಿವೃದ್ಧಿ ಯೋಜನೆ ಬಿಸಿ ಟ್ರಸ್ಟ್ ವತಿಯಿಂದ ಲಿಂಗದಹಳ್ಳಿ ವಲಯದ ನ್ಯಾಯದಗುಂಟೆ ಗ್ರಾಮದಲ್ಲಿ ನಮ್ಮ ಊರು ನಮ್ಮ ಕೆರೆ ಅಭಿವೃದ್ಧಿ ಕಾರ್ಯವನ್ನು ಕೈಗೆತ್ತಿಕೊಂಡಿದ್ದು ಕೆರೆ ಉಳ್ಳಿನ ತೆಗೆಯುವುದರಿಂದ ಮಳೆ ಬಂದಾಗ ಹೆಚ್ಚು ನೀರು ಸಂಗ್ರಹವಾಗಿ ಜಾನುವಾರುಗಳಿಗೆ ಹಾಗೂ ಕೃಷಿ ಚಟುವಟಿಕೆಗಳಿಗೆ ಅನುಕೂಲವಾಗಲಿದೆ. ಕೆರೆ ಅಭಿವೃದ್ಧಿಯಲ್ಲಿ ಗ್ರಾಮಸ್ಥರ ಸಹಕಾರ ಅತ್ಯಗತ್ಯ ಎಂದರು. ರಾಜ್ಯಾದ್ಯಂತ 1200 ಕೆರೆಗಳ ಪುನಶ್ಚೇತನ ಮಾಡಲಾಗಿದೆ ಎಂದು ಪ್ರಾದೇಶಿಕ ನಿರ್ದೇಶಕರಾದ ಸೀನಪ್ಪ ತಿಳಿಸಿದರು. ತಾಲೂಕು ಯೋಜನಾಧಿಕಾರಿ ಮಹೇಶ್ ಮಾತನಾಡಿ ತಾಲೂಕಿನಲ್ಲಿ ಯೋಜನೆ ವತಿಯಿಂದ ಈಗಾಗಲೇ 7 ಕೆರೆಗಳನ್ನು [28,1147,170,1370]
arts-story-col2: 30 ವರ್ಷದೊಳಗಿನ ಯುವ ಪ್ರತಿಭೆ ಸೇರಿದಂತೆ 3 ವಿಭಾಗಗಳಲ್ಲಿ ಆಯೋಜಿಸಲಾಗುವುದು. ಬಾಲ ಪ್ರತಿಭೆ ಹಾಗೂ ಕಿಶೋರ ಪ್ರತಿಭೆ ವಿಭಾಗದ ಏಕ ವ್ಯಕ್ತಿ ಸ್ಪರ್ಧೆಯ ಕಲಾ ಪ್ರಕಾರಗಳಲ್ಲಿ ಶಾಸ್ತ್ರೀಯ ನೃತ್ಯ ಸ್ಪರ್ಧೆಗೆ 10 ನಿಮಿಷ; ಚಿತ್ರಕಲೆಗೆ 120 ನಿಮಿಷ ಹಾಗೂ ಸುಗಮ ಸಂಗೀತ, ಜನಪದ ಗೀತೆ, ಕರ್ನಾಟಕ/ಹಿಂದುಸ್ಥಾನಿ ವಾದ್ಯ ಸಂಗೀತ, ಕರ್ನಾಟಕ/ಹಿಂದುಸ್ಥಾನಿ ಶಾಸ್ತ್ರೀಯ ಸಂಗೀತ ಸ್ಪರ್ಧೆಗೆ ತಲಾ 7 ನಿಮಿಷವನ್ನು ನಿಗದಿಪಡಿಸಲಾಗಿದೆ. ಯುವ ಪ್ರತಿಭೆ ವಿಭಾಗದ ಏಕ ವ್ಯಕ್ತಿ ಸ್ಪರ್ಧೆಯ ಕಲಾ ಪ್ರಕಾರಗಳಲ್ಲಿ ಶಾಸ್ತ್ರೀಯ ನೃತ್ಯ ಸ್ಪರ್ಧೆಗೆ 10 ನಿಮಿಷ; ಚಿತ್ರಕಲೆಗೆ 120 ನಿಮಿಷ ಹಾಗೂ ನವ್ಯ ಮಟ್ಟದ ಸಾಹಿತಿ(ಕಾವ್ಯ ಭಾಷಣ), ಸುಗಮ ಸಂಗೀತ, ಕರ್ನಾಟಕ/ಹಿಂದುಸ್ಥಾನಿ ವಾದ್ಯ ಸಂಗೀತ, ಕರ್ನಾಟಕ/ಹಿಂದುಸ್ಥಾನಿ ಶಾಸ್ತ್ರೀಯ ಸಂಗೀತ ಸ್ಪರ್ಧೆಗೆ ತಲಾ 7 ನಿಮಿಷವನ್ನು ನಿಗದಿಪಡಿಸಲಾಗಿದೆ. ಯುವಪ್ರತಿಭೆ ವಿಭಾಗದಲ್ಲಿ ನಾಟಕ ಸ್ಪರ್ಧೆಗೆ 45 ನಿಮಿಷಗಳ ಕಾಲಾವಕಾಶ ನೀಡಲಾಗುವುದು. ಜಿಲ್ಲಾ ಮಟ್ಟದಲ್ಲಿ [504,545,638,793]
ad-line3: ಜಾಹೀರಾತಿಗಾಗಿ [387,978,441,991]
ksr-story-col1: ಶಿರಾ : ರಾಜ್ಯದ ಮುಖ್ಯಮಂತ್ರಿ ಸಿಎಂ ಸಿದ್ದರಾಮಯ್ಯ ಅವರ ಬೆಂಬಲಿಗರಾದ ಹಾಗೂ ಆಪ್ತರು ಎಂದೇ ಗುರುತಿಸಿಕೊಂಡಿರುವ ಮಾಜಿ ಸಚಿವ ಕೆ.ಎನ್.ರಾಜಣ್ಣ ಅವರ ವಿರುದ್ಧ ಹೈಕಮಾಂಡ್ ಕೈಗೊಂಡ ನಿರ್ಧಾರ ಖಂಡಿಸಿ ಶಿರಾ ನಗರದಲ್ಲಿ ಅವರ ಅಭಿಮಾನಿಗಳು ಬೃಹತ್ ಪ್ರತಿಭಟನೆ ನಡೆಸಿದರು. ಪ್ರತಿಭಟನೆಯನ್ನುದ್ದೇಶಿಸಿ ಮಾತನಾಡಿದ ಮುಖಂಡರು, ಕೆ.ಎನ್.ರಾಜಣ್ಣ ಅವರು ಸಹಕಾರ ಕ್ಷೇತ್ರದಲ್ಲಿ ಹಾಗೂ ರಾಜಕೀಯ ಕ್ಷೇತ್ರದಲ್ಲಿ ಅಪಾರ ಸೇವೆ ಸಲ್ಲಿಸಿದ್ದಾರೆ. ಅವರನ್ನು ಸಚಿವ ಸ್ಥಾನದಿಂದ ವಜಾಗೊಳಿಸಿರುವುದು ಸರಿಯಲ್ಲ. ಡಿಸಿಸಿ ಬ್ಯಾಂಕ್ ಅಧ್ಯಕ್ಷರಾಗಿ ರೈತರಿಗೆ [472,983,620,1118]
award-headline-1: ಸಾಹಿತಿ ಡಿ.ಎಸ್.ಕೃಷ್ಣಮೂರ್ತಿ ಅವರಿಗೆ [28,820,256,841]
leopard-story-col2: ಗ್ರಾಮ ಪಂಚಾಯಿತಿ ಕ್ರಮ ಕೈಗೊಳ್ಳಬೇಕೆಂದು ಆಗ್ರಹಿಸಿದ್ದಾರೆ. ಗ್ರಾಮದಲ್ಲಿ ಆತಂಕದ ವಾತಾವರಣ ನಿರ್ಮಾಣವಾಗಿದ್ದು, ತೋಟದ ಕಡೆ ಸಂಚಾರ ಮಾಡಲು ಭಯಪಡುವಂತಾಗಿದ್ದಾರೆ. ಕರೀಕೆರೆ ಕೆರೆ ಅಂಗಳದಲ್ಲಿ ಚಿರತೆ ದಾಳಿಯಿಂದ ರೈತ ರಾಜಣ್ಣ ಕುರಿ ಮೃತಪಟ್ಟಿದೆ. [182,753,356,813]
lead-story-col2: ನಡೆಯುತ್ತಿದೆ. ಜಿಲ್ಲಾಧಿಕಾರಿಗಳು ಮಹಸ್ಸುಮಾಡಿದರೆ ಕ್ರಸಾಧ್ಯದಲ್ಲಿ ಎರಡೂ ಬೇಡಿಕೆಗಳು ಈಡೇರಲಿವೆ. ಆದರೆ ಜಿಲ್ಲಾಧಿಕಾರಿಗಳು ತಮಗೂ ಅದಕ್ಕೂ ಸಂಬಂಧ ಇಲ್ಲ ಎನ್ನುವಂತೆ ವರ್ತಿಸುತ್ತಿದ್ದಾರೆ. ಹಾಗಾಗಿಯೇ ಸಮಸ್ಯೆ ಜಟಿಲವಾಗಿದೆ. ತಕ್ಷಣ ಜಿಲ್ಲಾಧಿಕಾರಿಗಳು ಮಧ್ಯ ಪ್ರವೇಶಿಸಬೇಕು. ಎಪಿಎಂಸಿಯಲ್ಲಿ ಇರುವ ಜಾಗವನ್ನು ಕೋಲ್ಡ್ ಸ್ಟೋರೇಜ್‌ಗೆ ಮೀಸಲಿಟ್ಟಿರುವುದಾಗಿ ಸುಳ್ಳು ಹೇಳುತ್ತಾರೆ. ತುಮಕೂರು ಜಿಲ್ಲಾ ಕೇಂದ್ರ ಹಾಗೂ ಹೆಚ್ಚು ತರಕಾರಿ ಬೆಳೆಯುವ ಹಾಸನದಲ್ಲೇ ಇಲ್ಲದ ಕೋಲ್ಡ್ ಸ್ಟೋರೇಜ್ ಇಲ್ಲಿ ಮಾಡುತ್ತಾರಾ ಎಂದು ಪ್ರಶ್ನಿಸಿದರು. ಕೋಲ್ಡ್ ಸ್ಟೋರೇಜ್ ಅನ್ನು ಎಪಿಎಂಸಿಯಲ್ಲಿ ಮಾಡಿದರೂ ಅಭ್ಯಂತರವಿಲ್ಲ. ಎಪಿಎಂಸಿ ಜಾಗದಲ್ಲಿ ಸಂತೆ ನಡೆಸಿ ಸುಂಕ ವಸೂಲಿ ಮಾಡಲಿ ಎಂದು ಹೇಳಿದರು. ಧರಣಿ ಸ್ಥಳದಲ್ಲಿ ತಹಸೀಲ್ದಾರ್ ಭೇಟಿ ನೀಡುವ ಭರವಸೆ ನೀಡಿ ಧರಣಿ ಹಿಂಪಡೆಯುವಂತೆ ಮನವಿ ಮಾಡಿದರು. [512,183,716,331]
ragi-headline-2: ರೈತರು ಸದುಪಯೋಗ ಪಡಿಸಿಕೊಳ್ಳಿ [745,108,895,124]
masthead [28,52,918,72]
